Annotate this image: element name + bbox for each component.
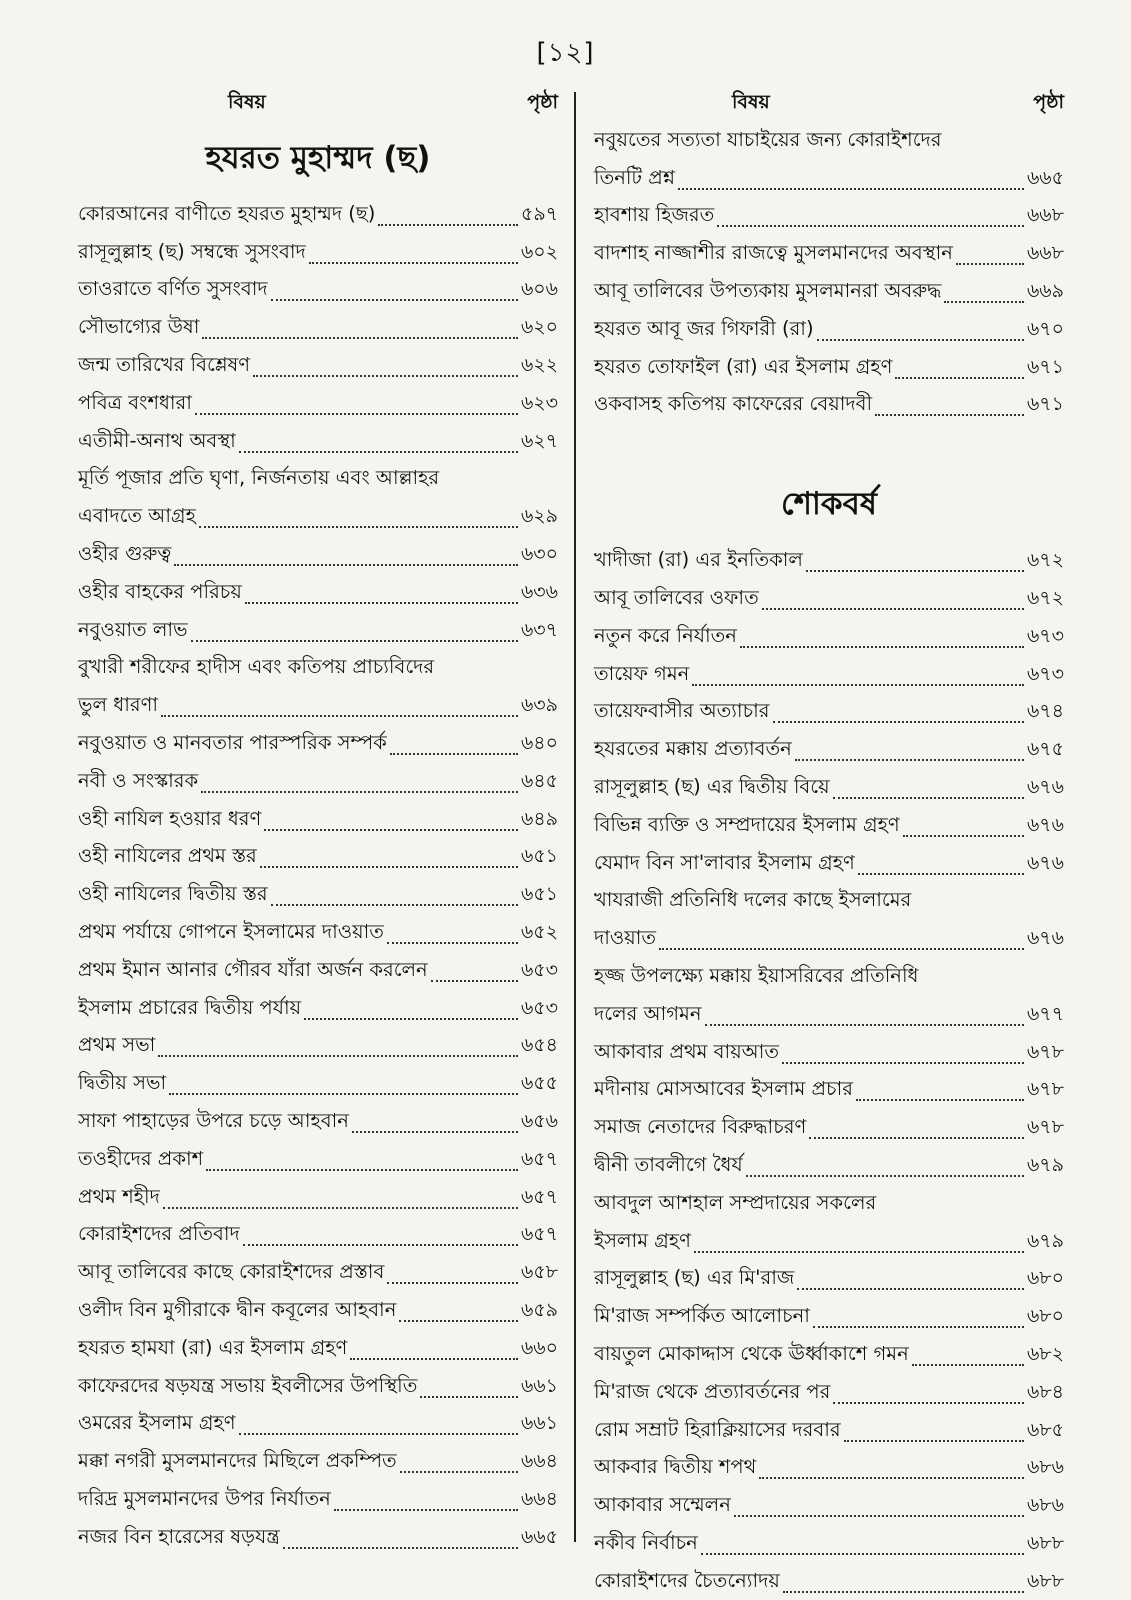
toc-entry-title: হযরত হামযা (রা) এর ইসলাম গ্রহণ <box>78 1335 348 1359</box>
toc-entry <box>78 837 558 875</box>
leader-dots <box>420 1395 518 1398</box>
toc-entry <box>594 1334 1064 1372</box>
toc-entry <box>594 271 1064 309</box>
toc-entry <box>594 309 1064 347</box>
toc-entry-title: এতীমী-অনাথ অবস্থা <box>78 428 236 452</box>
toc-entry-page: ৬৭৩ <box>1026 624 1064 647</box>
toc-entry <box>78 1063 558 1101</box>
toc-entry <box>78 1328 558 1366</box>
left-column-header <box>78 80 558 120</box>
leader-dots <box>701 1552 1024 1555</box>
toc-entry-title: দলের আগমন <box>594 1001 702 1025</box>
toc-entry <box>78 648 558 686</box>
toc-entry-title: কাফেরদের ষড়যন্ত্র সভায় ইবলীসের উপস্থিতি <box>78 1373 418 1397</box>
toc-entry <box>594 692 1064 730</box>
toc-entry <box>594 1107 1064 1145</box>
leader-dots <box>956 262 1024 265</box>
toc-entry-page: ৬৮৬ <box>1026 1456 1064 1479</box>
toc-entry-title: মক্কা নগরী মুসলমানদের মিছিলে প্রকম্পিত <box>78 1449 397 1473</box>
toc-entry-page: ৬৬০ <box>520 1336 558 1359</box>
leader-dots <box>746 1174 1024 1177</box>
toc-entry-page: ৬৫৮ <box>520 1261 558 1284</box>
toc-entry <box>78 799 558 837</box>
toc-entry-title: নজর বিন হারেসের ষড়যন্ত্র <box>78 1524 280 1548</box>
toc-entry <box>78 610 558 648</box>
toc-entry-title: তওহীদের প্রকাশ <box>78 1146 204 1170</box>
toc-entry <box>78 383 558 421</box>
toc-entry <box>78 1441 558 1479</box>
toc-entry <box>78 194 558 232</box>
leader-dots <box>271 903 518 906</box>
toc-entry-title: নবুয়তের সত্যতা যাচাইয়ের জন্য কোরাইশদের <box>594 127 942 151</box>
leader-dots <box>304 1017 518 1020</box>
toc-entry <box>594 120 1064 158</box>
toc-entry-title: ভুল ধারণা <box>78 693 159 717</box>
toc-entry-title: সৌভাগ্যের উষা <box>78 315 200 339</box>
toc-entry-title: আবূ তালিবের কাছে কোরাইশদের প্রস্তাব <box>78 1260 385 1284</box>
toc-entry-title: প্রথম শহীদ <box>78 1184 160 1208</box>
toc-entry-page: ৬৫৪ <box>520 1034 558 1057</box>
toc-entry-title: ওকবাসহ কতিপয় কাফেরের বেয়াদবী <box>594 392 873 416</box>
toc-entry-title: আবদুল আশহাল সম্প্রদায়ের সকলের <box>594 1190 877 1214</box>
toc-entry-page: ৬৬৮ <box>1026 242 1064 265</box>
toc-entry <box>594 1070 1064 1108</box>
leader-dots <box>271 298 518 301</box>
toc-entry-title: কোরাইশদের প্রতিবাদ <box>78 1222 240 1246</box>
toc-entry-page: ৬৩০ <box>520 542 558 565</box>
leader-dots <box>399 1319 518 1322</box>
toc-entry-title: প্রথম ইমান আনার গৌরব যাঁরা অর্জন করলেন <box>78 957 428 981</box>
toc-entry-title: বুখারী শরীফের হাদীস এবং কতিপয় প্রাচ্যবিদের <box>78 655 435 679</box>
toc-list <box>594 120 1064 422</box>
leader-dots <box>903 834 1024 837</box>
page-header: পৃষ্ঠা <box>527 91 558 113</box>
toc-entry-page: ৬৫৩ <box>520 996 558 1019</box>
toc-entry-page: ৬৮৬ <box>1026 1494 1064 1517</box>
toc-entry-title: তাওরাতে বর্ণিত সুসংবাদ <box>78 277 268 301</box>
toc-entry <box>78 912 558 950</box>
toc-entry-title: সমাজ নেতাদের বিরুদ্ধাচরণ <box>594 1115 807 1139</box>
leader-dots <box>378 223 518 226</box>
toc-entry-page: ৬৭৬ <box>1026 927 1064 950</box>
toc-entry-page: ৬৭২ <box>1026 549 1064 572</box>
leader-dots <box>169 1092 518 1095</box>
toc-entry <box>594 1032 1064 1070</box>
toc-entry-page: ৬৪৫ <box>520 769 558 792</box>
toc-entry-title: তায়েফ গমন <box>594 661 690 685</box>
leader-dots <box>390 752 518 755</box>
page-header: পৃষ্ঠা <box>1033 91 1064 113</box>
toc-entry <box>78 1177 558 1215</box>
leader-dots <box>260 865 518 868</box>
toc-entry-title: নবী ও সংস্কারক <box>78 768 199 792</box>
toc-entry-page: ৬৬৫ <box>520 1525 558 1548</box>
toc-entry-title: দরিদ্র মুসলমানদের উপর নির্যাতন <box>78 1486 331 1510</box>
toc-entry-title: আকাবার প্রথম বায়আত <box>594 1039 780 1063</box>
toc-entry-title: তায়েফবাসীর অত্যাচার <box>594 699 770 723</box>
toc-entry-title: মি'রাজ সম্পর্কিত আলোচনা <box>594 1304 810 1328</box>
toc-entry <box>594 1296 1064 1334</box>
leader-dots <box>161 714 518 717</box>
toc-entry-page: ৬৪৯ <box>520 807 558 830</box>
leader-dots <box>694 1250 1024 1253</box>
toc-entry <box>78 1366 558 1404</box>
toc-entry <box>594 956 1064 994</box>
toc-entry <box>594 616 1064 654</box>
toc-entry-title: হজ্জ উপলক্ষ্যে মক্কায় ইয়াসরিবের প্রতিনিধি <box>594 963 919 987</box>
toc-entry-title: মি'রাজ থেকে প্রত্যাবর্তনের পর <box>594 1379 831 1403</box>
leader-dots <box>833 796 1024 799</box>
toc-entry <box>78 1290 558 1328</box>
toc-entry <box>594 1145 1064 1183</box>
toc-entry-title: বিভিন্ন ব্যক্তি ও সম্প্রদায়ের ইসলাম গ্রহণ <box>594 812 900 836</box>
leader-dots <box>797 1287 1024 1290</box>
toc-entry <box>78 1139 558 1177</box>
toc-entry-page: ৬৫৫ <box>520 1072 558 1095</box>
leader-dots <box>813 1325 1024 1328</box>
toc-entry <box>594 994 1064 1032</box>
toc-entry-page: ৬২৭ <box>520 429 558 452</box>
toc-entry <box>594 1183 1064 1221</box>
leader-dots <box>352 1130 518 1133</box>
subject-header: বিষয় <box>732 91 770 113</box>
toc-entry <box>78 421 558 459</box>
toc-entry <box>594 729 1064 767</box>
toc-entry-title: ইসলাম প্রচারের দ্বিতীয় পর্যায় <box>78 995 302 1019</box>
toc-entry-page: ৬৮০ <box>1026 1305 1064 1328</box>
leader-dots <box>759 1476 1024 1479</box>
leader-dots <box>309 261 518 264</box>
toc-entry <box>78 685 558 723</box>
toc-entry-page: ৬৭৫ <box>1026 738 1064 761</box>
toc-entry-page: ৬৩৯ <box>520 694 558 717</box>
toc-entry-page: ৬৬৯ <box>1026 279 1064 302</box>
toc-entry <box>78 1215 558 1253</box>
leader-dots <box>206 1168 518 1171</box>
leader-dots <box>858 872 1024 875</box>
toc-entry <box>78 1252 558 1290</box>
toc-entry <box>78 1101 558 1139</box>
toc-entry-title: আবূ তালিবের ওফাত <box>594 585 759 609</box>
toc-entry-page: ৬৮৫ <box>1026 1418 1064 1441</box>
leader-dots <box>264 828 518 831</box>
toc-entry-title: দ্বীনী তাবলীগে ধৈর্য <box>594 1152 743 1176</box>
leader-dots <box>158 1054 518 1057</box>
toc-entry <box>594 1259 1064 1297</box>
leader-dots <box>678 187 1024 190</box>
toc-entry-page: ৬৮০ <box>1026 1267 1064 1290</box>
toc-entry-page: ৬৬১ <box>520 1412 558 1435</box>
toc-entry-page: ৬৬৫ <box>1026 166 1064 189</box>
leader-dots <box>806 569 1024 572</box>
toc-entry-page: ৬৫১ <box>520 845 558 868</box>
leader-dots <box>431 979 518 982</box>
toc-entry-page: ৬৮৮ <box>1026 1531 1064 1554</box>
toc-entry-title: আকবার দ্বিতীয় শপথ <box>594 1455 757 1479</box>
toc-entry <box>594 1410 1064 1448</box>
toc-entry-title: ইসলাম গ্রহণ <box>594 1228 691 1252</box>
toc-entry-title: জন্ম তারিখের বিশ্লেষণ <box>78 352 251 376</box>
toc-entry-title: হযরত তোফাইল (রা) এর ইসলাম গ্রহণ <box>594 354 893 378</box>
toc-entry-title: খাযরাজী প্রতিনিধি দলের কাছে ইসলামের <box>594 888 912 912</box>
toc-entry-page: ৬০২ <box>520 240 558 263</box>
leader-dots <box>762 607 1024 610</box>
leader-dots <box>163 1206 518 1209</box>
leader-dots <box>912 1363 1024 1366</box>
leader-dots <box>239 1432 518 1435</box>
leader-dots <box>243 1243 518 1246</box>
toc-entry-title: ওলীদ বিন মুগীরাকে দ্বীন কবূলের আহবান <box>78 1297 397 1321</box>
right-column-header <box>594 80 1064 120</box>
toc-entry <box>78 345 558 383</box>
toc-entry <box>594 196 1064 234</box>
leader-dots <box>253 374 518 377</box>
section-title: শোকবর্ষ <box>781 486 877 523</box>
toc-entry <box>78 723 558 761</box>
toc-entry-page: ৬৩৬ <box>520 580 558 603</box>
toc-entry <box>78 1479 558 1517</box>
leader-dots <box>387 941 518 944</box>
toc-entry-page: ৬২৩ <box>520 391 558 414</box>
toc-entry-page: ৬২২ <box>520 353 558 376</box>
toc-entry-title: এবাদতে আগ্রহ <box>78 504 196 528</box>
toc-entry-page: ৬৫১ <box>520 883 558 906</box>
toc-entry-page: ৬৭৯ <box>1026 1229 1064 1252</box>
toc-entry-page: ৬৭৬ <box>1026 813 1064 836</box>
leader-dots <box>895 376 1024 379</box>
toc-entry-title: হযরত আবূ জর গিফারী (রা) <box>594 316 814 340</box>
toc-entry-page: ৬৬৪ <box>520 1450 558 1473</box>
toc-entry-page: ৬৫৬ <box>520 1109 558 1132</box>
toc-entry-page: ৬৭৩ <box>1026 662 1064 685</box>
toc-entry <box>594 347 1064 385</box>
leader-dots <box>334 1508 518 1511</box>
toc-entry-title: রাসূলুল্লাহ (ছ) এর দ্বিতীয় বিয়ে <box>594 774 830 798</box>
leader-dots <box>191 639 518 642</box>
leader-dots <box>783 1590 1024 1593</box>
toc-entry-page: ৬৫৯ <box>520 1298 558 1321</box>
column-divider <box>574 92 576 1542</box>
toc-entry <box>594 843 1064 881</box>
toc-entry-title: ওহী নাযিল হওয়ার ধরণ <box>78 806 262 830</box>
toc-entry-title: ওমরের ইসলাম গ্রহণ <box>78 1411 236 1435</box>
toc-entry-title: নবুওয়াত ও মানবতার পারস্পরিক সম্পর্ক <box>78 730 387 754</box>
toc-entry <box>594 1485 1064 1523</box>
toc-entry <box>594 578 1064 616</box>
toc-list <box>594 540 1064 1598</box>
toc-entry <box>594 1221 1064 1259</box>
page-number: [১২] <box>536 38 595 68</box>
toc-entry-page: ৬৭১ <box>1026 355 1064 378</box>
toc-entry <box>78 1404 558 1442</box>
toc-entry-title: মদীনায় মোসআবের ইসলাম প্রচার <box>594 1077 853 1101</box>
toc-entry-title: নতুন করে নির্যাতন <box>594 623 737 647</box>
toc-entry-title: প্রথম সভা <box>78 1033 156 1057</box>
toc-entry-title: নবুওয়াত লাভ <box>78 617 188 641</box>
toc-entry-title: বাদশাহ নাজ্জাশীর রাজত্বে মুসলমানদের অবস্থান <box>594 241 953 265</box>
leader-dots <box>283 1546 518 1549</box>
section-title: হযরত মুহাম্মদ (ছ) <box>205 140 431 176</box>
right-column <box>594 80 1064 1599</box>
toc-entry-title: মূর্তি পূজার প্রতি ঘৃণা, নির্জনতায় এবং আল্লাহর <box>78 466 440 490</box>
leader-dots <box>844 1439 1024 1442</box>
leader-dots <box>734 1514 1024 1517</box>
toc-entry-title: রাসূলুল্লাহ (ছ) সম্বন্ধে সুসংবাদ <box>78 239 306 263</box>
leader-dots <box>239 450 518 453</box>
toc-entry <box>594 158 1064 196</box>
toc-entry-page: ৬৭৯ <box>1026 1153 1064 1176</box>
leader-dots <box>944 300 1024 303</box>
leader-dots <box>387 1281 518 1284</box>
toc-entry-title: দ্বিতীয় সভা <box>78 1071 167 1095</box>
toc-entry <box>78 572 558 610</box>
toc-entry <box>78 988 558 1026</box>
toc-entry-page: ৬৭৬ <box>1026 775 1064 798</box>
toc-entry <box>594 1448 1064 1486</box>
leader-dots <box>833 1401 1024 1404</box>
toc-list <box>78 194 558 1555</box>
toc-entry-page: ৬৭০ <box>1026 317 1064 340</box>
toc-entry-page: ৬৭৮ <box>1026 1078 1064 1101</box>
leader-dots <box>174 563 518 566</box>
toc-entry-page: ৬৭৪ <box>1026 700 1064 723</box>
toc-entry-page: ৬৪০ <box>520 731 558 754</box>
toc-entry-page: ৬২০ <box>520 316 558 339</box>
toc-entry <box>78 1517 558 1555</box>
toc-entry-title: ওহীর বাহকের পরিচয় <box>78 579 242 603</box>
toc-entry <box>594 385 1064 423</box>
toc-entry-page: ৬৬৮ <box>1026 204 1064 227</box>
toc-entry <box>594 805 1064 843</box>
leader-dots <box>717 224 1024 227</box>
toc-entry <box>594 654 1064 692</box>
toc-entry <box>78 874 558 912</box>
toc-entry-title: হাবশায় হিজরত <box>594 203 715 227</box>
toc-entry <box>594 540 1064 578</box>
toc-entry-page: ৬৮২ <box>1026 1342 1064 1365</box>
leader-dots <box>201 790 518 793</box>
toc-entry-page: ৬৬১ <box>520 1374 558 1397</box>
toc-entry-title: পবিত্র বংশধারা <box>78 390 192 414</box>
toc-entry-page: ৬৫২ <box>520 920 558 943</box>
toc-entry-page: ৬৭৬ <box>1026 851 1064 874</box>
toc-entry <box>78 761 558 799</box>
leader-dots <box>199 525 518 528</box>
toc-entry-title: বায়তুল মোকাদ্দাস থেকে ঊর্ধ্বাকাশে গমন <box>594 1341 909 1365</box>
toc-entry <box>78 307 558 345</box>
toc-entry-title: যেমাদ বিন সা'লাবার ইসলাম গ্রহণ <box>594 850 855 874</box>
toc-entry-page: ৬৫৩ <box>520 958 558 981</box>
toc-entry-page: ৬৩৭ <box>520 618 558 641</box>
leader-dots <box>773 720 1024 723</box>
toc-entry-page: ৬৭৭ <box>1026 1002 1064 1025</box>
toc-entry-title: ওহীর গুরুত্ব <box>78 541 172 565</box>
toc-entry <box>594 881 1064 919</box>
toc-entry-page: ৬৫৭ <box>520 1185 558 1208</box>
toc-entry-title: আবূ তালিবের উপত্যকায় মুসলমানরা অবরুদ্ধ <box>594 278 942 302</box>
toc-entry <box>594 1561 1064 1599</box>
toc-entry-title: রোম সম্রাট হিরাক্লিয়াসের দরবার <box>594 1417 841 1441</box>
toc-entry-title: হযরতের মক্কায় প্রত্যাবর্তন <box>594 737 792 761</box>
toc-entry-page: ৬৫৭ <box>520 1223 558 1246</box>
leader-dots <box>659 947 1024 950</box>
leader-dots <box>817 338 1024 341</box>
toc-entry <box>78 270 558 308</box>
toc-entry <box>78 1026 558 1064</box>
toc-entry <box>594 767 1064 805</box>
toc-entry-page: ৬৫৭ <box>520 1147 558 1170</box>
subject-header: বিষয় <box>228 91 266 113</box>
toc-entry-page: ৬২৯ <box>520 505 558 528</box>
toc-entry <box>78 950 558 988</box>
toc-entry-page: ৬৭২ <box>1026 586 1064 609</box>
toc-entry-title: ওহী নাযিলের দ্বিতীয় স্তর <box>78 882 268 906</box>
toc-entry-page: ৬৭১ <box>1026 393 1064 416</box>
toc-entry-page: ৬০৬ <box>520 278 558 301</box>
toc-entry <box>594 1523 1064 1561</box>
leader-dots <box>782 1061 1024 1064</box>
toc-entry-page: ৬৭৮ <box>1026 1116 1064 1139</box>
leader-dots <box>400 1470 518 1473</box>
toc-entry-title: দাওয়াত <box>594 926 657 950</box>
leader-dots <box>856 1098 1024 1101</box>
toc-entry <box>78 459 558 497</box>
leader-dots <box>692 683 1024 686</box>
toc-entry <box>78 496 558 534</box>
toc-entry-page: ৬৭৮ <box>1026 1040 1064 1063</box>
toc-entry-title: ওহী নাযিলের প্রথম স্তর <box>78 844 257 868</box>
toc-entry-title: রাসূলুল্লাহ (ছ) এর মি'রাজ <box>594 1266 795 1290</box>
toc-entry <box>78 232 558 270</box>
toc-entry-title: নকীব নির্বাচন <box>594 1530 698 1554</box>
leader-dots <box>245 601 518 604</box>
toc-entry-page: ৬৮৮ <box>1026 1569 1064 1592</box>
toc-entry <box>594 1372 1064 1410</box>
toc-entry-page: ৬৬৪ <box>520 1487 558 1510</box>
toc-entry-title: খাদীজা (রা) এর ইনতিকাল <box>594 548 803 572</box>
toc-entry-title: কোরাইশদের চৈতন্যোদয় <box>594 1568 780 1592</box>
leader-dots <box>740 645 1024 648</box>
leader-dots <box>809 1136 1024 1139</box>
leader-dots <box>795 758 1024 761</box>
toc-entry-title: আকাবার সম্মেলন <box>594 1493 731 1517</box>
leader-dots <box>875 413 1024 416</box>
toc-entry <box>78 534 558 572</box>
toc-entry-page: ৬৮৪ <box>1026 1380 1064 1403</box>
toc-entry-title: সাফা পাহাড়ের উপরে চড়ে আহবান <box>78 1108 349 1132</box>
toc-entry-page: ৫৯৭ <box>520 202 558 225</box>
left-column <box>78 80 558 1555</box>
toc-entry <box>594 233 1064 271</box>
leader-dots <box>195 412 518 415</box>
leader-dots <box>705 1023 1024 1026</box>
leader-dots <box>202 336 518 339</box>
toc-entry-title: প্রথম পর্যায়ে গোপনে ইসলামের দাওয়াত <box>78 919 384 943</box>
toc-entry <box>594 918 1064 956</box>
toc-entry-title: কোরআনের বাণীতে হযরত মুহাম্মদ (ছ) <box>78 201 376 225</box>
leader-dots <box>350 1357 518 1360</box>
toc-entry-title: তিনটি প্রশ্ন <box>594 165 676 189</box>
